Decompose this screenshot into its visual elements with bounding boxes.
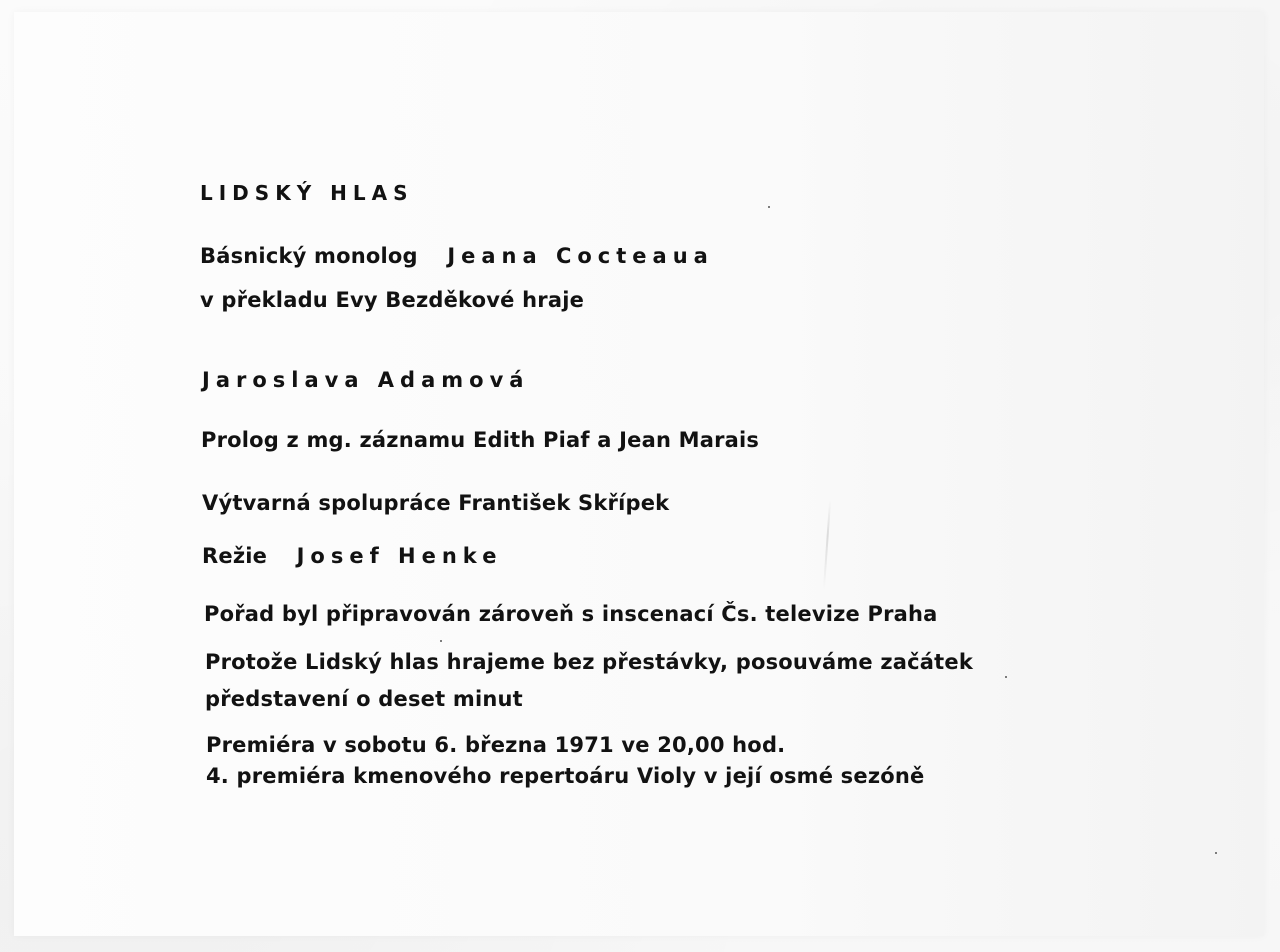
author-name: Jeana Cocteaua xyxy=(447,244,714,268)
intermission-note-line-1: Protože Lidský hlas hrajeme bez přestávky, posouváme začátek xyxy=(205,650,974,674)
intermission-note-line-2: představení o deset minut xyxy=(205,687,523,711)
genre-prefix: Básnický monolog xyxy=(200,244,418,268)
ink-speck xyxy=(1215,852,1217,854)
document-title: LIDSKÝ HLAS xyxy=(200,181,414,205)
ink-speck xyxy=(1005,676,1007,678)
director-line xyxy=(202,546,502,567)
actress-name: Jaroslava Adamová xyxy=(202,368,530,392)
director-name: Josef Henke xyxy=(296,544,503,568)
director-prefix: Režie xyxy=(202,544,268,568)
translation-line: v překladu Evy Bezděkové hraje xyxy=(200,288,585,312)
ink-speck xyxy=(768,206,770,208)
premiere-order-line: 4. premiéra kmenového repertoáru Violy v její osmé sezóně xyxy=(206,764,925,788)
genre-line xyxy=(200,246,714,267)
tv-note-line: Pořad byl připravován zároveň s inscenací Čs. televize Praha xyxy=(204,602,938,626)
art-collaboration-line: Výtvarná spolupráce František Skřípek xyxy=(202,491,670,515)
premiere-date-line: Premiéra v sobotu 6. března 1971 ve 20,00 hod. xyxy=(206,733,786,757)
prolog-line: Prolog z mg. záznamu Edith Piaf a Jean Marais xyxy=(201,428,760,452)
ink-speck xyxy=(440,640,442,642)
